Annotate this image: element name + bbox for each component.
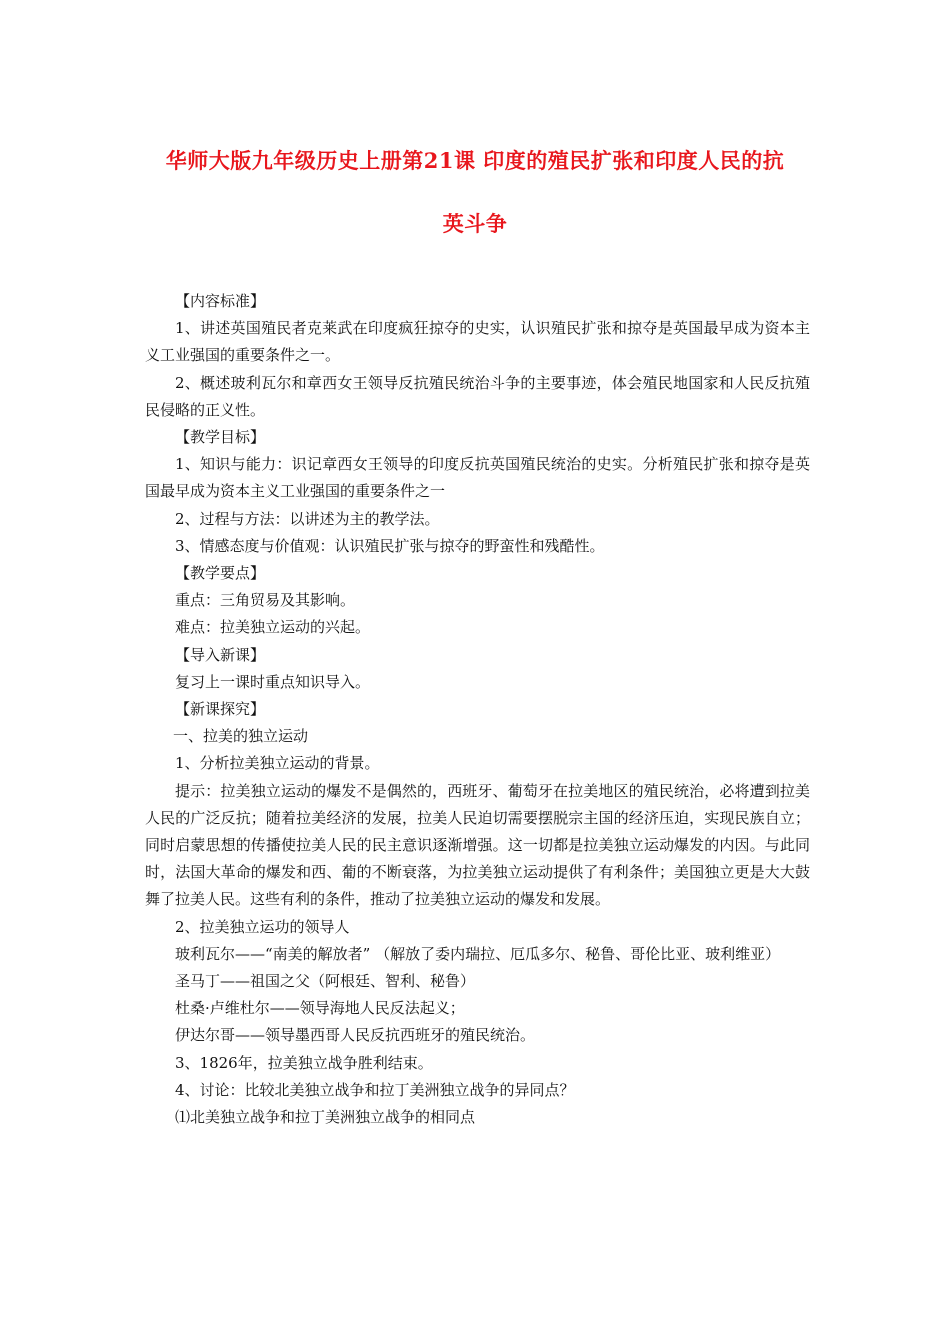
paragraph: 1、分析拉美独立运动的背景。: [175, 754, 380, 773]
paragraph: 3、情感态度与价值观：认识殖民扩张与掠夺的野蛮性和残酷性。: [175, 536, 605, 555]
document-body: [145, 288, 810, 1131]
paragraph: 4、讨论：比较北美独立战争和拉丁美洲独立战争的异同点？: [175, 1080, 575, 1099]
subsection-heading: 一、拉美的独立运动: [173, 727, 309, 746]
paragraph: 玻利瓦尔——“南美的解放者” （解放了委内瑞拉、厄瓜多尔、秘鲁、哥伦比亚、玻利维亚）: [175, 944, 781, 963]
paragraph: 1、知识与能力：识记章西女王领导的印度反抗英国殖民统治的史实。分析殖民扩张和掠夺是英国最早成为资本主义工业强国的重要条件之一: [145, 455, 810, 501]
paragraph: 1、讲述英国殖民者克莱武在印度疯狂掠夺的史实，认识殖民扩张和掠夺是英国最早成为资本主义工业强国的重要条件之一。: [145, 319, 810, 365]
section-heading-teaching-points: 【教学要点】: [175, 564, 266, 583]
document-title-line-1: 华师大版九年级历史上册第21课 印度的殖民扩张和印度人民的抗: [165, 148, 785, 173]
paragraph: 2、拉美独立运功的领导人: [175, 917, 350, 936]
paragraph: 2、过程与方法：以讲述为主的教学法。: [175, 509, 440, 528]
paragraph: 3、1826年，拉美独立战争胜利结束。: [175, 1053, 433, 1072]
paragraph: 2、概述玻利瓦尔和章西女王领导反抗殖民统治斗争的主要事迹，体会殖民地国家和人民反抗殖民侵略的正义性。: [145, 373, 810, 419]
paragraph: 复习上一课时重点知识导入。: [175, 672, 371, 691]
paragraph: 杜桑·卢维杜尔——领导海地人民反法起义；: [175, 999, 465, 1018]
section-heading-lesson-intro: 【导入新课】: [175, 645, 266, 664]
paragraph: 提示：拉美独立运动的爆发不是偶然的，西班牙、葡萄牙在拉美地区的殖民统治，必将遭到拉美人民的广泛反抗；随着拉美经济的发展，拉美人民迫切需要摆脱宗主国的经济压迫，实现民族自立；同时启蒙思想的传播使拉美人民的民主意识逐渐增强。这一切都是拉美独立运动爆发的内因。与此同时，法国大革命的爆发和西、葡的不断衰落，为拉美独立运动提供了有利条件；美国独立更是大大鼓舞了拉美人民。这些有利的条件，推动了拉美独立运动的爆发和发展。: [145, 781, 810, 909]
paragraph: 伊达尔哥——领导墨西哥人民反抗西班牙的殖民统治。: [175, 1026, 536, 1045]
paragraph: ⑴北美独立战争和拉丁美洲独立战争的相同点: [175, 1108, 476, 1127]
paragraph: 重点：三角贸易及其影响。: [175, 591, 356, 610]
paragraph: 圣马丁——祖国之父（阿根廷、智利、秘鲁）: [175, 972, 476, 991]
section-heading-new-lesson: 【新课探究】: [175, 700, 266, 719]
section-heading-teaching-goals: 【教学目标】: [175, 428, 266, 447]
document-title-line-2: 英斗争: [442, 211, 508, 236]
paragraph: 难点：拉美独立运动的兴起。: [175, 618, 371, 637]
section-heading-content-standards: 【内容标准】: [175, 292, 266, 310]
